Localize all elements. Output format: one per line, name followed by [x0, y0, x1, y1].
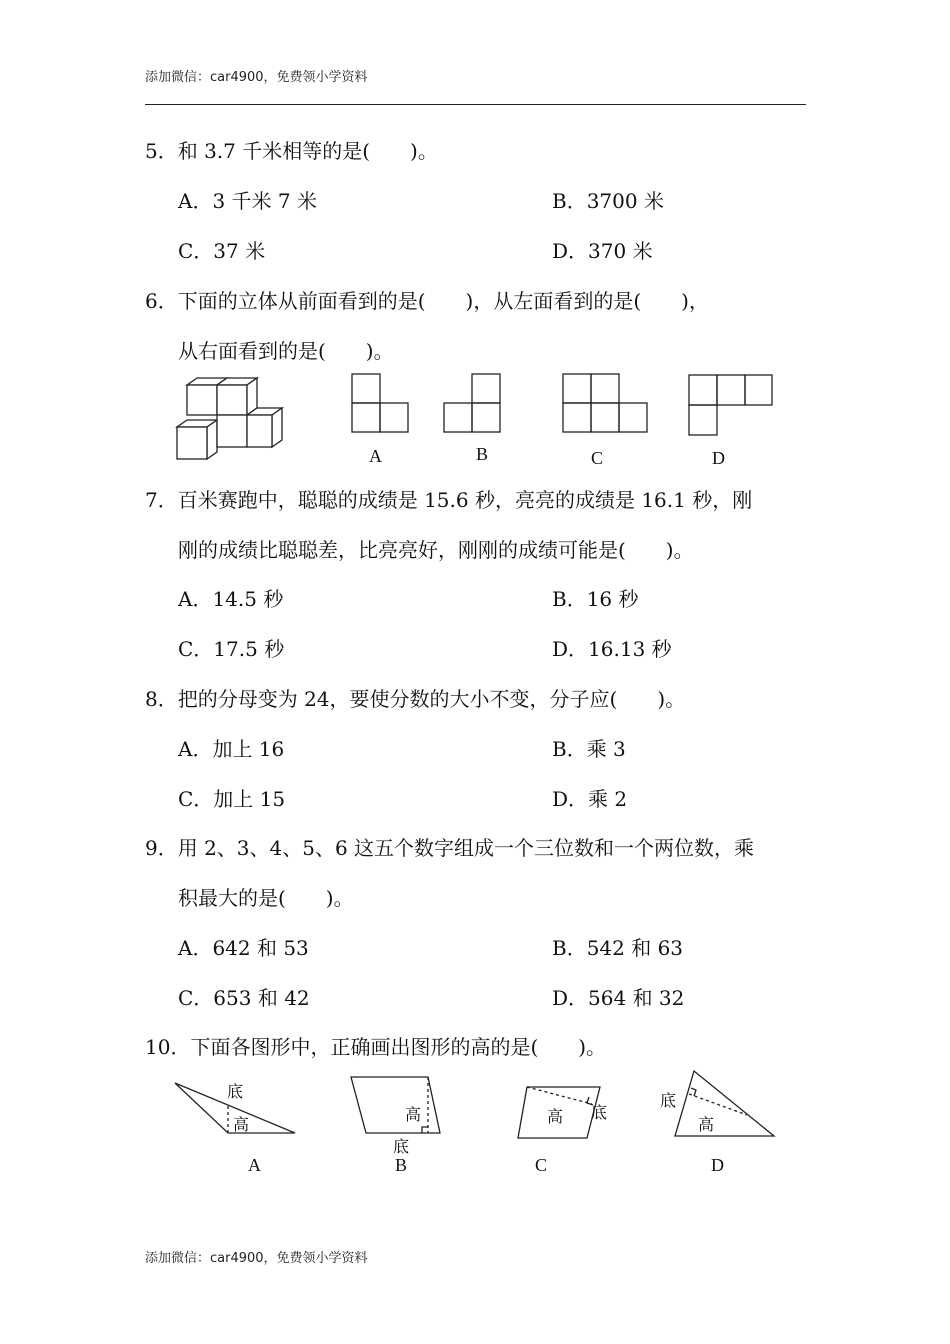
view-label-b: B: [476, 444, 489, 464]
question-6-line-2: 从右面看到的是( )。: [178, 339, 394, 363]
q7-option-d: D．16.13 秒: [552, 637, 672, 661]
figure-d-base-word: 底: [660, 1091, 677, 1110]
q7-option-b: B．16 秒: [552, 587, 639, 611]
shape-label-a: A: [248, 1155, 261, 1175]
q9-option-a: A．642 和 53: [178, 936, 309, 960]
figure-c-height-word: 高: [547, 1107, 564, 1126]
page-footer: 添加微信：car4900，免费领小学资料: [145, 1251, 368, 1266]
question-8: 8．把的分母变为 24，要使分数的大小不变，分子应( )。: [145, 687, 686, 711]
shape-figure-d: [655, 1068, 780, 1140]
shape-figure-b: [345, 1074, 445, 1156]
q5-option-a: A．3 千米 7 米: [178, 189, 317, 213]
q7-option-a: A．14.5 秒: [178, 587, 284, 611]
question-6-line-1: 6．下面的立体从前面看到的是( )，从左面看到的是( )，: [145, 289, 709, 313]
q8-option-d: D．乘 2: [552, 787, 628, 811]
view-label-d: D: [712, 448, 725, 468]
figure-b-height-word: 高: [405, 1105, 422, 1124]
q8-option-a: A．加上 16: [178, 737, 285, 761]
figure-a-height-word: 高: [233, 1115, 250, 1134]
figure-a-base-word: 底: [227, 1082, 244, 1101]
question-10: 10．下面各图形中，正确画出图形的高的是( )。: [145, 1035, 607, 1059]
view-option-a: [351, 373, 411, 435]
cube-stack-figure: [170, 375, 290, 465]
shape-label-c: C: [535, 1155, 548, 1175]
view-label-c: C: [591, 448, 604, 468]
q5-option-c: C．37 米: [178, 239, 266, 263]
shape-label-b: B: [395, 1155, 408, 1175]
q9-option-b: B．542 和 63: [552, 936, 684, 960]
shape-figure-a: [170, 1080, 300, 1138]
view-option-b: [443, 373, 503, 435]
view-option-d: [688, 374, 778, 436]
question-5: 5．和 3.7 千米相等的是( )。: [145, 139, 438, 163]
q8-option-c: C．加上 15: [178, 787, 286, 811]
page-header: 添加微信：car4900，免费领小学资料: [145, 70, 368, 85]
shape-figure-c: [515, 1084, 625, 1140]
view-label-a: A: [369, 446, 382, 466]
question-7-line-2: 刚的成绩比聪聪差，比亮亮好，刚刚的成绩可能是( )。: [178, 538, 694, 562]
header-divider: [145, 104, 806, 105]
q9-option-c: C．653 和 42: [178, 986, 310, 1010]
question-9-line-1: 9．用 2、3、4、5、6 这五个数字组成一个三位数和一个两位数，乘: [145, 836, 755, 860]
view-option-c: [562, 373, 652, 435]
q9-option-d: D．564 和 32: [552, 986, 685, 1010]
question-9-line-2: 积最大的是( )。: [178, 886, 354, 910]
figure-c-base-word: 底: [591, 1103, 608, 1122]
shape-label-d: D: [711, 1155, 724, 1175]
figure-d-height-word: 高: [698, 1115, 715, 1134]
q7-option-c: C．17.5 秒: [178, 637, 285, 661]
q5-option-d: D．370 米: [552, 239, 653, 263]
q8-option-b: B．乘 3: [552, 737, 626, 761]
q5-option-b: B．3700 米: [552, 189, 664, 213]
figure-b-base-word: 底: [393, 1137, 410, 1156]
question-7-line-1: 7．百米赛跑中，聪聪的成绩是 15.6 秒，亮亮的成绩是 16.1 秒，刚: [145, 488, 753, 512]
